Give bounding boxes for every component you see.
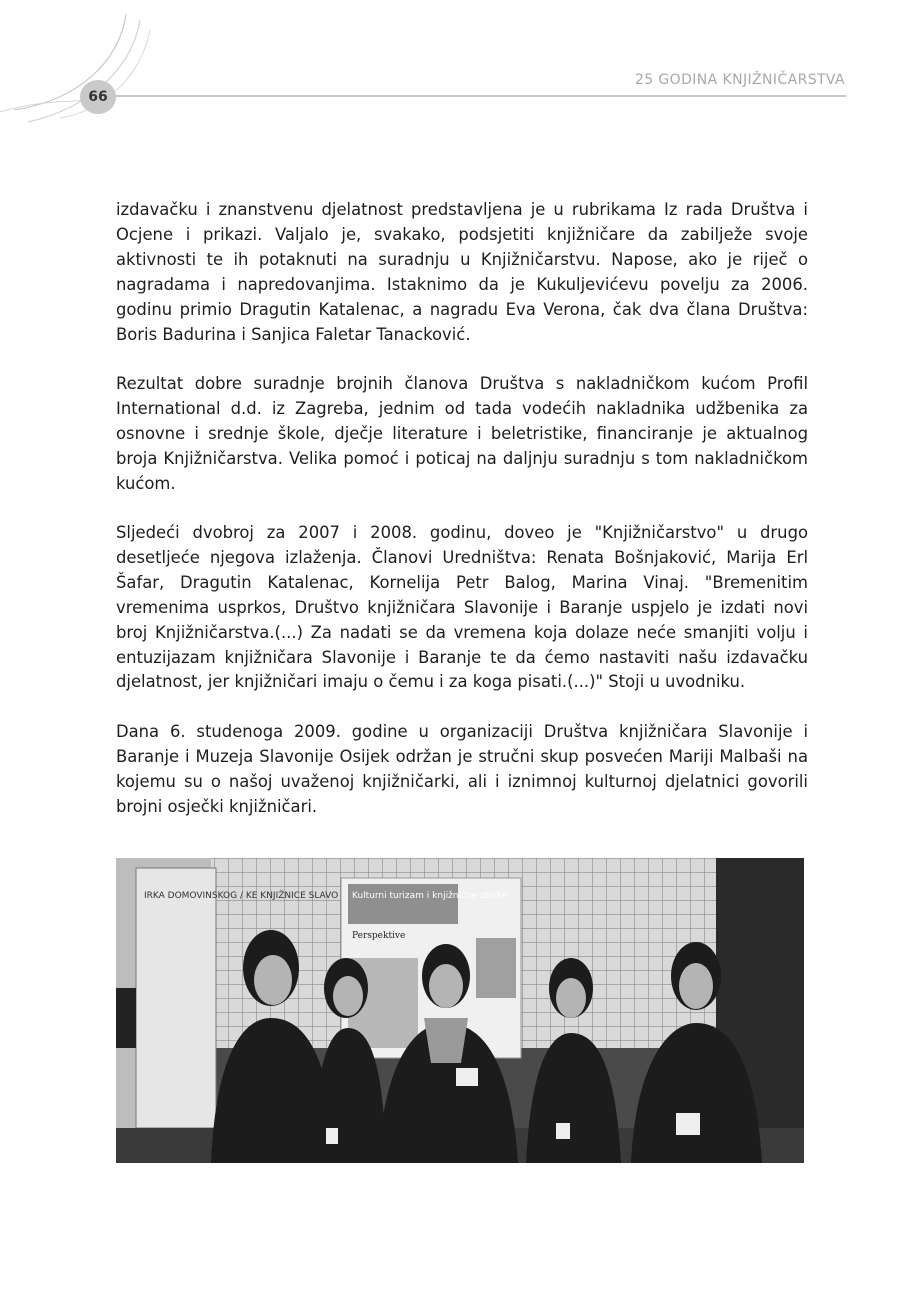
- paragraph: Rezultat dobre suradnje brojnih članova Društva s nakladničkom kućom Profil International d.d. iz Zagreba, jednim od tada vodećih nakladnika udžbenika za osnovne i srednje škole, dječje literature i beletristike, financiranje je aktualnog broja Knjižničarstva. Velika pomoć i poticaj na daljnju suradnju s tom nakladničkom kućom.: [116, 373, 808, 493]
- decorative-arcs: [0, 0, 200, 140]
- group-photo: [116, 858, 804, 1163]
- poster-left-heading: IRKA DOMOVINSKOG / KE KNJIŽNICE SLAVO: [144, 891, 339, 901]
- page-number: 66: [80, 80, 116, 114]
- header-rule: [112, 95, 846, 97]
- body-text: [116, 198, 808, 844]
- paragraph: izdavačku i znanstvenu djelatnost predstavljena je u rubrikama Iz rada Društva i Ocjene i prikazi. Valjalo je, svakako, podsjetiti knjižničare da zabilježe svoje aktivnosti te ih potaknuti na suradnju u Knjižničarstvu. Napose, ako je riječ o nagradama i napredovanjima. Istaknimo da je Kukuljevićevu povelju za 2006. godinu primio Dragutin Katalenac, a nagradu Eva Verona, čak dva člana Društva: Boris Badurina i Sanjica Faletar Tanacković.: [116, 200, 808, 344]
- paragraph: Sljedeći dvobroj za 2007 i 2008. godinu, doveo je "Knjižničarstvo" u drugo desetljeće njegova izlaženja. Članovi Uredništva: Renata Bošnjaković, Marija Erl Šafar, Dragutin Katalenac, Kornelija Petr Balog, Marina Vinaj. "Bremenitim vremenima usprkos, Društvo knjižničara Slavonije i Baranje uspjelo je izdati novi broj Knjižničarstva.(...) Za nadati se da vremena koja dolaze neće smanjiti volju i entuzijazam knjižničara Slavonije i Baranje te da ćemo nastaviti našu izdavačku djelatnost, jer knjižničari imaju o čemu i za koga pisati.(...)" Stoji u uvodniku.: [116, 522, 808, 692]
- running-title: 25 GODINA KNJIŽNIČARSTVA: [634, 72, 845, 88]
- poster-center-sub: Perspektive: [352, 931, 406, 941]
- paragraph: Dana 6. studenoga 2009. godine u organizaciji Društva knjižničara Slavonije i Baranje i Muzeja Slavonije Osijek održan je stručni skup posvećen Mariji Malbaši na kojemu su o našoj uvaženoj knjižničarki, ali i iznimnoj kulturnoj djelatnici govorili brojni osječki knjižničari.: [116, 721, 808, 816]
- poster-center-heading: Kulturni turizam i knjižnične zbirke: [352, 891, 508, 901]
